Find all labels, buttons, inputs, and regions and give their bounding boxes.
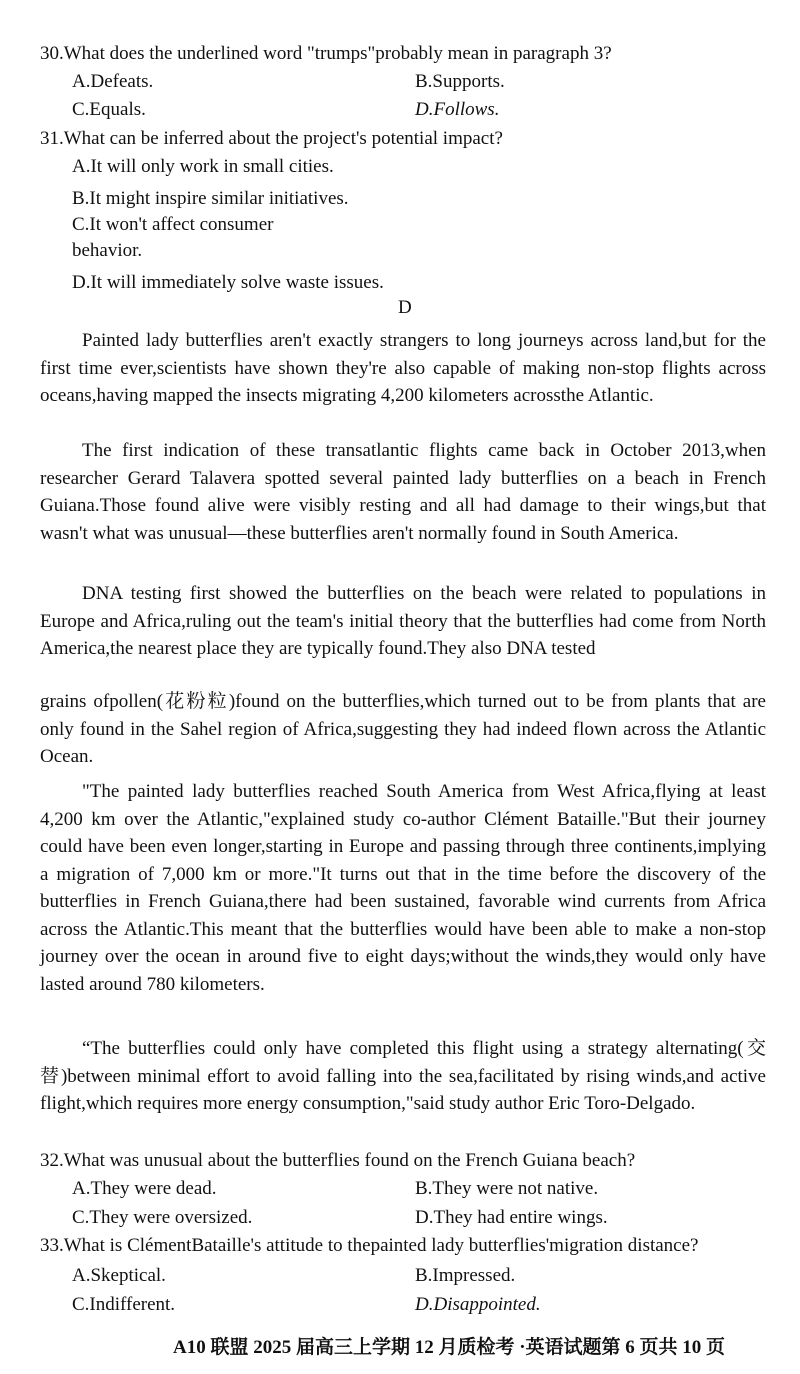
question-30-option-b: B.Supports. [415,71,505,92]
section-label: D [398,297,412,318]
passage-paragraph-4: "The painted lady butterflies reached South America from West Africa,flying at least 4,200 km over the Atlantic,"explained study co-author Clément Bataille."But their journey could have been even longer,starting in Europe and passing through three continents,implying a migration of 7,000 km or more."It turns out that in the time before the discovery of the butterflies in French Guiana,there had been sustained, favorable wind currents from Africa across the Atlantic.This meant that the butterflies would have been able to make a non-stop journey over the ocean in around five to eight days;without the winds,they would only have lasted around 780 kilometers. [40,781,766,995]
question-31-option-a: A.It will only work in small cities. [72,156,334,177]
passage-paragraph-1: Painted lady butterflies aren't exactly strangers to long journeys across land,but for the first time ever,scientists have shown they're also capable of making non-stop flights across oceans,having mapped the insects migrating 4,200 kilometers acrossthe Atlantic. [40,330,766,406]
page-footer: A10 联盟 2025 届高三上学期 12 月质检考 ·英语试题第 6 页共 10 页 [173,1337,726,1358]
question-30-option-c: C.Equals. [72,99,146,120]
question-31-option-c: C.It won't affect consumer [72,214,274,235]
passage-paragraph-5: “The butterflies could only have completed this flight using a strategy alternating(交替)between minimal effort to avoid falling into the sea,facilitated by rising winds,and active flight,which requires more energy consumption,"said study author Eric Toro-Delgado. [40,1038,766,1114]
question-30-option-d: D.Follows. [415,99,500,120]
question-31-option-d: D.It will immediately solve waste issues. [72,272,384,293]
passage-paragraph-3: DNA testing first showed the butterflies on the beach were related to populations in Europe and Africa,ruling out the team's initial theory that the butterflies had come from North America,the nearest place they are typically found.They also DNA tested [40,583,766,659]
question-30-stem: 30.What does the underlined word "trumps"probably mean in paragraph 3? [40,43,612,64]
question-33-option-c: C.Indifferent. [72,1294,176,1315]
question-32-stem: 32.What was unusual about the butterflies found on the French Guiana beach? [40,1150,636,1171]
question-32-option-d: D.They had entire wings. [415,1207,608,1228]
question-31-option-c-continued: behavior. [72,240,143,261]
question-32-option-b: B.They were not native. [415,1178,599,1199]
question-32-option-c: C.They were oversized. [72,1207,253,1228]
question-33-stem: 33.What is ClémentBataille's attitude to thepainted lady butterflies'migration distance? [40,1235,699,1256]
question-30-option-a: A.Defeats. [72,71,154,92]
question-33-option-a: A.Skeptical. [72,1265,166,1286]
question-31-stem: 31.What can be inferred about the project's potential impact? [40,128,503,149]
passage-paragraph-3-continued: grains ofpollen(花粉粒)found on the butterflies,which turned out to be from plants that are only found in the Sahel region of Africa,suggesting they had indeed flown across the Atlantic Ocean. [40,691,766,767]
question-33-option-d: D.Disappointed. [415,1294,541,1315]
question-32-option-a: A.They were dead. [72,1178,217,1199]
question-33-option-b: B.Impressed. [415,1265,516,1286]
question-31-option-b: B.It might inspire similar initiatives. [72,188,349,209]
passage-paragraph-2: The first indication of these transatlantic flights came back in October 2013,when researcher Gerard Talavera spotted several painted lady butterflies on a beach in French Guiana.Those found alive were visibly resting and all had damage to their wings,but that wasn't what was unusual—these butterflies aren't normally found in South America. [40,440,766,544]
